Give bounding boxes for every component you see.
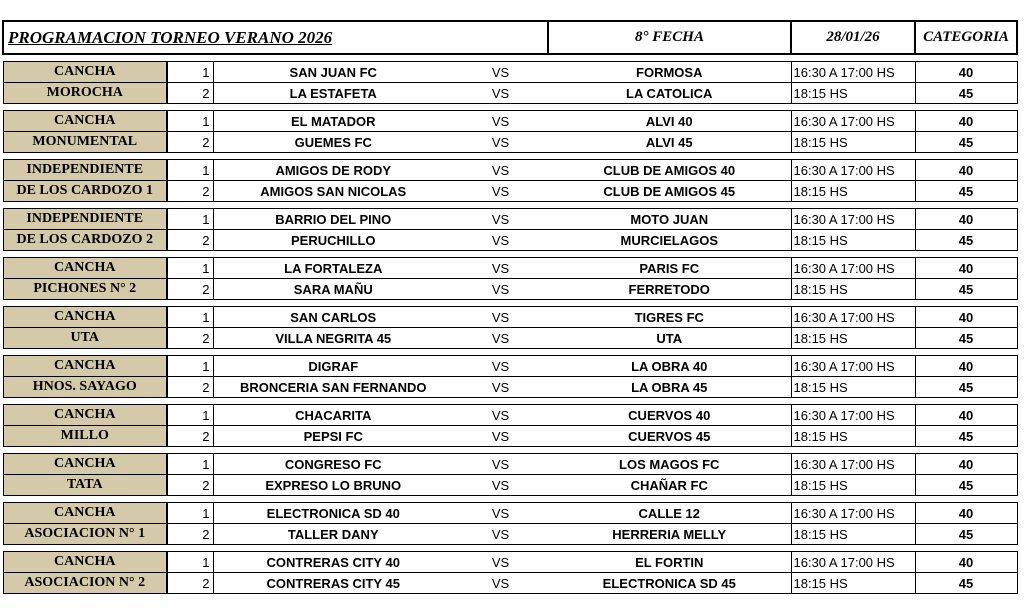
match-date: 28/01/26 bbox=[791, 21, 915, 54]
vs-label: VS bbox=[453, 307, 548, 328]
home-team: CONGRESO FC bbox=[213, 454, 453, 475]
away-team: UTA bbox=[548, 328, 791, 349]
match-row bbox=[3, 279, 1017, 300]
match-time: 16:30 A 17:00 HS bbox=[791, 258, 915, 279]
match-number: 1 bbox=[167, 307, 213, 328]
away-team: CHAÑAR FC bbox=[548, 475, 791, 496]
home-team: ELECTRONICA SD 40 bbox=[213, 503, 453, 524]
away-team: TIGRES FC bbox=[548, 307, 791, 328]
vs-label: VS bbox=[453, 258, 548, 279]
match-category: 45 bbox=[915, 475, 1017, 496]
home-team: CHACARITA bbox=[213, 405, 453, 426]
vs-label: VS bbox=[453, 454, 548, 475]
home-team: CONTRERAS CITY 45 bbox=[213, 573, 453, 594]
match-time: 16:30 A 17:00 HS bbox=[791, 356, 915, 377]
group-separator bbox=[3, 545, 1017, 552]
match-time: 16:30 A 17:00 HS bbox=[791, 405, 915, 426]
vs-label: VS bbox=[453, 524, 548, 545]
venue-name: PICHONES N° 2 bbox=[3, 279, 167, 300]
home-team: LA FORTALEZA bbox=[213, 258, 453, 279]
match-number: 1 bbox=[167, 111, 213, 132]
match-category: 40 bbox=[915, 307, 1017, 328]
match-category: 40 bbox=[915, 258, 1017, 279]
venue-name: CANCHA bbox=[3, 62, 167, 83]
match-time: 18:15 HS bbox=[791, 279, 915, 300]
match-time: 16:30 A 17:00 HS bbox=[791, 552, 915, 573]
away-team: ALVI 40 bbox=[548, 111, 791, 132]
tournament-title: PROGRAMACION TORNEO VERANO 2026 bbox=[3, 21, 548, 54]
match-category: 40 bbox=[915, 454, 1017, 475]
match-row bbox=[3, 307, 1017, 328]
away-team: HERRERIA MELLY bbox=[548, 524, 791, 545]
match-category: 45 bbox=[915, 328, 1017, 349]
match-category: 40 bbox=[915, 503, 1017, 524]
home-team: LA ESTAFETA bbox=[213, 83, 453, 104]
match-time: 16:30 A 17:00 HS bbox=[791, 209, 915, 230]
away-team: MOTO JUAN bbox=[548, 209, 791, 230]
venue-name: HNOS. SAYAGO bbox=[3, 377, 167, 398]
match-time: 18:15 HS bbox=[791, 475, 915, 496]
round-label: 8° FECHA bbox=[548, 21, 791, 54]
vs-label: VS bbox=[453, 328, 548, 349]
away-team: PARIS FC bbox=[548, 258, 791, 279]
match-row bbox=[3, 328, 1017, 349]
away-team: FORMOSA bbox=[548, 62, 791, 83]
away-team: CALLE 12 bbox=[548, 503, 791, 524]
venue-name: TATA bbox=[3, 475, 167, 496]
match-time: 16:30 A 17:00 HS bbox=[791, 62, 915, 83]
home-team: CONTRERAS CITY 40 bbox=[213, 552, 453, 573]
match-number: 1 bbox=[167, 503, 213, 524]
match-time: 18:15 HS bbox=[791, 181, 915, 202]
away-team: ALVI 45 bbox=[548, 132, 791, 153]
venue-name: CANCHA bbox=[3, 503, 167, 524]
home-team: SAN CARLOS bbox=[213, 307, 453, 328]
vs-label: VS bbox=[453, 426, 548, 447]
venue-name: DE LOS CARDOZO 2 bbox=[3, 230, 167, 251]
match-number: 1 bbox=[167, 62, 213, 83]
match-row bbox=[3, 405, 1017, 426]
match-row bbox=[3, 111, 1017, 132]
home-team: EL MATADOR bbox=[213, 111, 453, 132]
match-row bbox=[3, 454, 1017, 475]
match-row bbox=[3, 160, 1017, 181]
group-separator bbox=[3, 496, 1017, 503]
match-category: 40 bbox=[915, 356, 1017, 377]
match-time: 18:15 HS bbox=[791, 377, 915, 398]
match-time: 16:30 A 17:00 HS bbox=[791, 454, 915, 475]
schedule-table bbox=[2, 20, 1018, 594]
vs-label: VS bbox=[453, 377, 548, 398]
match-number: 1 bbox=[167, 454, 213, 475]
match-time: 16:30 A 17:00 HS bbox=[791, 503, 915, 524]
vs-label: VS bbox=[453, 552, 548, 573]
venue-name: ASOCIACION N° 1 bbox=[3, 524, 167, 545]
match-number: 2 bbox=[167, 181, 213, 202]
match-category: 40 bbox=[915, 111, 1017, 132]
home-team: SARA MAÑU bbox=[213, 279, 453, 300]
away-team: FERRETODO bbox=[548, 279, 791, 300]
match-row bbox=[3, 377, 1017, 398]
vs-label: VS bbox=[453, 83, 548, 104]
match-category: 45 bbox=[915, 573, 1017, 594]
match-row bbox=[3, 426, 1017, 447]
match-row bbox=[3, 356, 1017, 377]
schedule-sheet bbox=[2, 20, 1018, 594]
group-separator bbox=[3, 349, 1017, 356]
match-number: 1 bbox=[167, 405, 213, 426]
venue-name: INDEPENDIENTE bbox=[3, 160, 167, 181]
venue-name: ASOCIACION N° 2 bbox=[3, 573, 167, 594]
home-team: TALLER DANY bbox=[213, 524, 453, 545]
match-row bbox=[3, 475, 1017, 496]
match-category: 45 bbox=[915, 524, 1017, 545]
group-separator bbox=[3, 54, 1017, 62]
match-number: 2 bbox=[167, 279, 213, 300]
home-team: BRONCERIA SAN FERNANDO bbox=[213, 377, 453, 398]
match-category: 45 bbox=[915, 181, 1017, 202]
group-separator bbox=[3, 153, 1017, 160]
match-category: 40 bbox=[915, 62, 1017, 83]
match-number: 2 bbox=[167, 475, 213, 496]
match-time: 18:15 HS bbox=[791, 426, 915, 447]
home-team: PEPSI FC bbox=[213, 426, 453, 447]
group-separator bbox=[3, 398, 1017, 405]
away-team: LA OBRA 40 bbox=[548, 356, 791, 377]
away-team: ELECTRONICA SD 45 bbox=[548, 573, 791, 594]
match-number: 2 bbox=[167, 83, 213, 104]
venue-name: CANCHA bbox=[3, 454, 167, 475]
match-time: 16:30 A 17:00 HS bbox=[791, 111, 915, 132]
vs-label: VS bbox=[453, 160, 548, 181]
home-team: SAN JUAN FC bbox=[213, 62, 453, 83]
away-team: EL FORTIN bbox=[548, 552, 791, 573]
vs-label: VS bbox=[453, 475, 548, 496]
vs-label: VS bbox=[453, 230, 548, 251]
home-team: AMIGOS DE RODY bbox=[213, 160, 453, 181]
venue-name: INDEPENDIENTE bbox=[3, 209, 167, 230]
venue-name: CANCHA bbox=[3, 258, 167, 279]
category-header: CATEGORIA bbox=[915, 21, 1017, 54]
match-time: 16:30 A 17:00 HS bbox=[791, 160, 915, 181]
match-category: 45 bbox=[915, 279, 1017, 300]
match-number: 2 bbox=[167, 573, 213, 594]
match-number: 1 bbox=[167, 258, 213, 279]
venue-name: MONUMENTAL bbox=[3, 132, 167, 153]
match-number: 1 bbox=[167, 552, 213, 573]
vs-label: VS bbox=[453, 209, 548, 230]
match-row bbox=[3, 209, 1017, 230]
match-row bbox=[3, 83, 1017, 104]
group-separator bbox=[3, 251, 1017, 258]
match-category: 45 bbox=[915, 426, 1017, 447]
match-number: 2 bbox=[167, 328, 213, 349]
home-team: GUEMES FC bbox=[213, 132, 453, 153]
match-row bbox=[3, 62, 1017, 83]
vs-label: VS bbox=[453, 279, 548, 300]
away-team: CLUB DE AMIGOS 45 bbox=[548, 181, 791, 202]
match-time: 18:15 HS bbox=[791, 524, 915, 545]
match-number: 1 bbox=[167, 356, 213, 377]
match-number: 2 bbox=[167, 426, 213, 447]
match-number: 2 bbox=[167, 230, 213, 251]
venue-name: UTA bbox=[3, 328, 167, 349]
match-row bbox=[3, 552, 1017, 573]
match-category: 45 bbox=[915, 83, 1017, 104]
match-number: 2 bbox=[167, 524, 213, 545]
vs-label: VS bbox=[453, 111, 548, 132]
vs-label: VS bbox=[453, 132, 548, 153]
match-time: 18:15 HS bbox=[791, 83, 915, 104]
away-team: LA OBRA 45 bbox=[548, 377, 791, 398]
vs-label: VS bbox=[453, 503, 548, 524]
venue-name: MOROCHA bbox=[3, 83, 167, 104]
vs-label: VS bbox=[453, 573, 548, 594]
home-team: DIGRAF bbox=[213, 356, 453, 377]
match-row bbox=[3, 132, 1017, 153]
home-team: PERUCHILLO bbox=[213, 230, 453, 251]
vs-label: VS bbox=[453, 356, 548, 377]
group-separator bbox=[3, 447, 1017, 454]
match-row bbox=[3, 230, 1017, 251]
match-row bbox=[3, 573, 1017, 594]
match-row bbox=[3, 524, 1017, 545]
away-team: CUERVOS 40 bbox=[548, 405, 791, 426]
venue-name: CANCHA bbox=[3, 307, 167, 328]
header-row bbox=[3, 21, 1017, 54]
match-time: 18:15 HS bbox=[791, 328, 915, 349]
match-category: 40 bbox=[915, 160, 1017, 181]
match-number: 1 bbox=[167, 160, 213, 181]
match-category: 40 bbox=[915, 552, 1017, 573]
vs-label: VS bbox=[453, 181, 548, 202]
home-team: BARRIO DEL PINO bbox=[213, 209, 453, 230]
venue-name: DE LOS CARDOZO 1 bbox=[3, 181, 167, 202]
match-time: 18:15 HS bbox=[791, 230, 915, 251]
away-team: CLUB DE AMIGOS 40 bbox=[548, 160, 791, 181]
venue-name: CANCHA bbox=[3, 405, 167, 426]
match-row bbox=[3, 258, 1017, 279]
group-separator bbox=[3, 202, 1017, 209]
venue-name: CANCHA bbox=[3, 356, 167, 377]
away-team: LOS MAGOS FC bbox=[548, 454, 791, 475]
away-team: LA CATOLICA bbox=[548, 83, 791, 104]
group-separator bbox=[3, 300, 1017, 307]
group-separator bbox=[3, 104, 1017, 111]
home-team: AMIGOS SAN NICOLAS bbox=[213, 181, 453, 202]
venue-name: CANCHA bbox=[3, 111, 167, 132]
match-number: 1 bbox=[167, 209, 213, 230]
match-number: 2 bbox=[167, 377, 213, 398]
vs-label: VS bbox=[453, 62, 548, 83]
home-team: VILLA NEGRITA 45 bbox=[213, 328, 453, 349]
away-team: MURCIELAGOS bbox=[548, 230, 791, 251]
match-category: 45 bbox=[915, 132, 1017, 153]
match-row bbox=[3, 181, 1017, 202]
home-team: EXPRESO LO BRUNO bbox=[213, 475, 453, 496]
match-number: 2 bbox=[167, 132, 213, 153]
match-category: 40 bbox=[915, 405, 1017, 426]
match-time: 16:30 A 17:00 HS bbox=[791, 307, 915, 328]
match-time: 18:15 HS bbox=[791, 573, 915, 594]
match-row bbox=[3, 503, 1017, 524]
match-category: 40 bbox=[915, 209, 1017, 230]
vs-label: VS bbox=[453, 405, 548, 426]
match-time: 18:15 HS bbox=[791, 132, 915, 153]
match-category: 45 bbox=[915, 377, 1017, 398]
venue-name: CANCHA bbox=[3, 552, 167, 573]
away-team: CUERVOS 45 bbox=[548, 426, 791, 447]
venue-name: MILLO bbox=[3, 426, 167, 447]
match-category: 45 bbox=[915, 230, 1017, 251]
